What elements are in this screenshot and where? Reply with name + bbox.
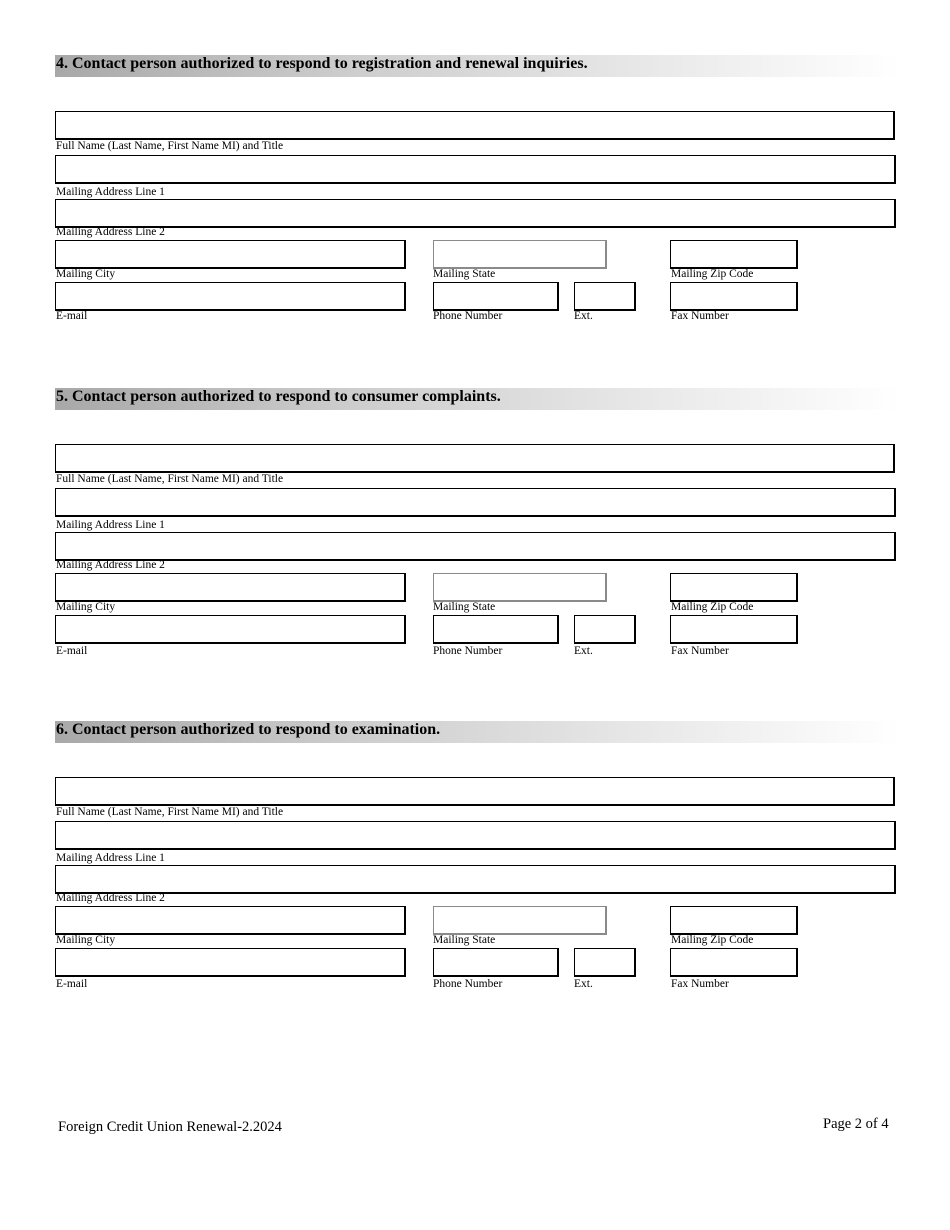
s6-address2-field[interactable] [55, 865, 896, 894]
footer-form-name: Foreign Credit Union Renewal-2.2024 [58, 1119, 282, 1135]
s5-address1-label: Mailing Address Line 1 [56, 519, 165, 531]
s4-city-field[interactable] [55, 240, 406, 269]
section-4-header: 4. Contact person authorized to respond to registration and renewal inquiries. [55, 55, 900, 77]
s6-zip-field[interactable] [670, 906, 798, 935]
s6-address1-label: Mailing Address Line 1 [56, 852, 165, 864]
s4-zip-field[interactable] [670, 240, 798, 269]
s6-ext-label: Ext. [574, 978, 593, 990]
s5-state-field[interactable] [433, 573, 607, 602]
s6-phone-field[interactable] [433, 948, 559, 977]
s5-phone-field[interactable] [433, 615, 559, 644]
s6-phone-label: Phone Number [433, 978, 503, 990]
s6-address2-label: Mailing Address Line 2 [56, 892, 165, 904]
s6-fax-label: Fax Number [671, 978, 729, 990]
s5-address2-label: Mailing Address Line 2 [56, 559, 165, 571]
s4-fax-label: Fax Number [671, 310, 729, 322]
s4-state-label: Mailing State [433, 268, 496, 280]
s5-phone-label: Phone Number [433, 645, 503, 657]
s5-email-label: E-mail [56, 645, 88, 657]
s4-city-label: Mailing City [56, 268, 116, 280]
s5-zip-label: Mailing Zip Code [671, 601, 754, 613]
s5-state-label: Mailing State [433, 601, 496, 613]
s5-fax-field[interactable] [670, 615, 798, 644]
s5-city-label: Mailing City [56, 601, 116, 613]
s6-state-field[interactable] [433, 906, 607, 935]
s6-city-label: Mailing City [56, 934, 116, 946]
s4-phone-label: Phone Number [433, 310, 503, 322]
s5-zip-field[interactable] [670, 573, 798, 602]
s4-full-name-label: Full Name (Last Name, First Name MI) and Title [56, 140, 284, 152]
s6-state-label: Mailing State [433, 934, 496, 946]
section-6-header: 6. Contact person authorized to respond to examination. [55, 721, 900, 743]
s6-email-field[interactable] [55, 948, 406, 977]
s6-full-name-field[interactable] [55, 777, 895, 806]
s5-ext-label: Ext. [574, 645, 593, 657]
s4-zip-label: Mailing Zip Code [671, 268, 754, 280]
s5-full-name-field[interactable] [55, 444, 895, 473]
s4-full-name-field[interactable] [55, 111, 895, 140]
s5-city-field[interactable] [55, 573, 406, 602]
s4-state-field[interactable] [433, 240, 607, 269]
s4-ext-field[interactable] [574, 282, 636, 311]
s4-email-field[interactable] [55, 282, 406, 311]
s5-fax-label: Fax Number [671, 645, 729, 657]
s6-fax-field[interactable] [670, 948, 798, 977]
s5-email-field[interactable] [55, 615, 406, 644]
s4-address1-label: Mailing Address Line 1 [56, 186, 165, 198]
s5-full-name-label: Full Name (Last Name, First Name MI) and Title [56, 473, 284, 485]
s6-address1-field[interactable] [55, 821, 896, 850]
s6-ext-field[interactable] [574, 948, 636, 977]
s5-address2-field[interactable] [55, 532, 896, 561]
s6-full-name-label: Full Name (Last Name, First Name MI) and Title [56, 806, 284, 818]
s4-ext-label: Ext. [574, 310, 593, 322]
section-5-header: 5. Contact person authorized to respond to consumer complaints. [55, 388, 900, 410]
s4-fax-field[interactable] [670, 282, 798, 311]
s6-zip-label: Mailing Zip Code [671, 934, 754, 946]
s4-email-label: E-mail [56, 310, 88, 322]
s5-ext-field[interactable] [574, 615, 636, 644]
s6-email-label: E-mail [56, 978, 88, 990]
s4-address2-label: Mailing Address Line 2 [56, 226, 165, 238]
footer-page-number: Page 2 of 4 [823, 1116, 889, 1132]
s5-address1-field[interactable] [55, 488, 896, 517]
s4-phone-field[interactable] [433, 282, 559, 311]
s4-address2-field[interactable] [55, 199, 896, 228]
s6-city-field[interactable] [55, 906, 406, 935]
s4-address1-field[interactable] [55, 155, 896, 184]
